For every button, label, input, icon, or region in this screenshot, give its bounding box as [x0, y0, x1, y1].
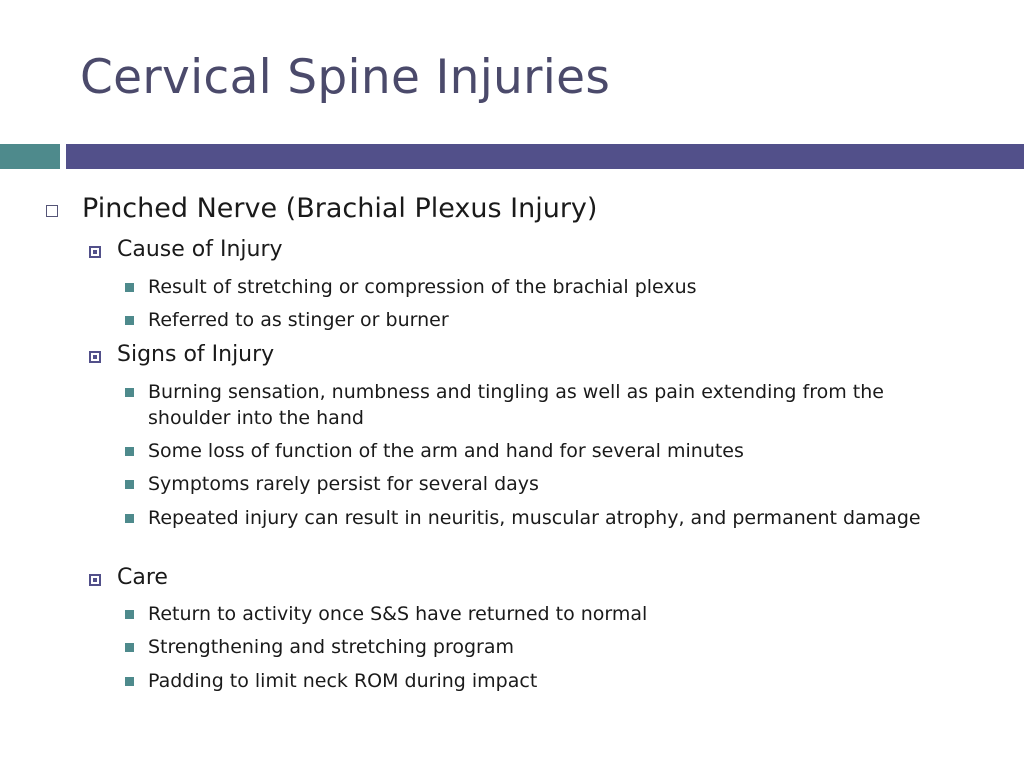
filled-square-bullet-icon: [125, 677, 134, 686]
hollow-square-bullet-icon: [46, 205, 58, 217]
filled-square-bullet-icon: [125, 316, 134, 325]
filled-square-bullet-icon: [125, 388, 134, 397]
filled-square-bullet-icon: [125, 283, 134, 292]
section-heading-care: Care: [117, 565, 168, 590]
list-item: Burning sensation, numbness and tingling as well as pain extending from the shoulder into the hand: [148, 381, 884, 429]
list-item: Result of stretching or compression of the brachial plexus: [148, 276, 697, 298]
filled-square-bullet-icon: [125, 514, 134, 523]
list-item: Strengthening and stretching program: [148, 636, 515, 658]
list-item: Symptoms rarely persist for several days: [148, 473, 539, 495]
filled-square-bullet-icon: [125, 610, 134, 619]
filled-square-bullet-icon: [125, 447, 134, 456]
list-item: Padding to limit neck ROM during impact: [148, 670, 538, 692]
list-item: Repeated injury can result in neuritis, muscular atrophy, and permanent damage: [148, 507, 921, 529]
boxed-square-bullet-icon: [89, 246, 101, 258]
filled-square-bullet-icon: [125, 480, 134, 489]
list-item: Some loss of function of the arm and hand for several minutes: [148, 440, 744, 462]
section-heading-cause: Cause of Injury: [117, 237, 283, 262]
boxed-square-bullet-icon: [89, 574, 101, 586]
list-item: Return to activity once S&S have returned to normal: [148, 603, 648, 625]
list-item: Referred to as stinger or burner: [148, 309, 449, 331]
filled-square-bullet-icon: [125, 643, 134, 652]
section-heading-signs: Signs of Injury: [117, 342, 275, 367]
slide-title: Cervical Spine Injuries: [80, 50, 611, 105]
boxed-square-bullet-icon: [89, 351, 101, 363]
topic-heading: Pinched Nerve (Brachial Plexus Injury): [82, 193, 598, 224]
